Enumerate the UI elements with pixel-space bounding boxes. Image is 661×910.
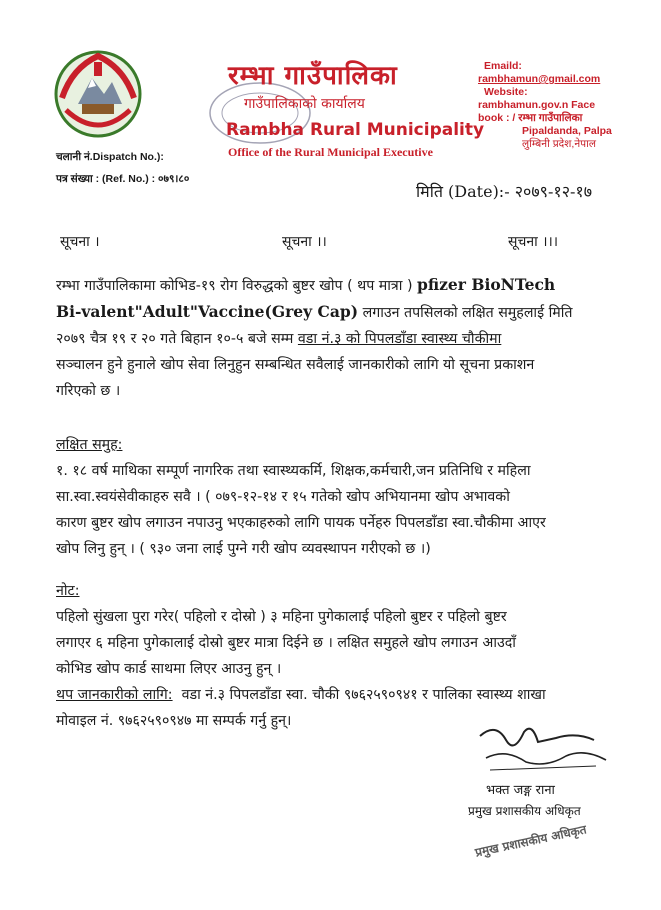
- website-label: Website:: [484, 86, 528, 98]
- address-line-1: Pipaldanda, Palpa: [522, 125, 612, 137]
- email-label: Emaild:: [484, 60, 522, 72]
- notice-word-2: सूचना ।।: [282, 234, 327, 250]
- notice-word-3: सूचना ।।।: [508, 234, 559, 250]
- info-heading: थप जानकारीको लागि:: [56, 687, 173, 703]
- intro-line-3: २०७९ चैत्र १९ र २० गते बिहान १०-५ बजे सम्म: [56, 331, 294, 347]
- target-line-4: खोप लिनु हुन् । ( ९३० जना लाई पुग्ने गरी खोप व्यवस्थापन गरीएको छ ।): [56, 541, 431, 557]
- signatory-title: प्रमुख प्रशासकीय अधिकृत: [468, 804, 581, 818]
- target-line-3: कारण बुष्टर खोप लगाउन नपाउनु भएकाहरुको लागि पायक पर्नेहरु पिपलडाँडा स्वा.चौकीमा आएर: [56, 515, 546, 531]
- intro-paragraph: [56, 272, 646, 404]
- intro-line-4: सञ्चालन हुने हुनाले खोप सेवा लिनुहुन सम्बन्धित सवैलाई जानकारीको लागि यो सूचना प्रकाशन: [56, 357, 535, 373]
- nepal-emblem-icon: [52, 48, 144, 140]
- date-line: मिति (Date):- २०७९-१२-१७: [416, 182, 593, 201]
- municipality-title-en: Rambha Rural Municipality: [226, 120, 485, 140]
- note-section: [56, 578, 646, 734]
- dispatch-block: [56, 146, 189, 190]
- note-line-2: लगाएर ६ महिना पुगेकालाई दोस्रो बुष्टर मात्रा दिईने छ । लक्षित समुहले खोप लगाउन आउदाँ: [56, 635, 516, 651]
- signature-icon: [466, 718, 616, 788]
- municipality-title-np: रम्भा गाउँपालिका: [228, 61, 398, 91]
- target-line-2: सा.स्वा.स्वयंसेवीकाहरु सवै । ( ०७९-१२-१४ र १५ गतेको खोप अभियानमा खोप अभावको: [56, 489, 510, 505]
- website-link[interactable]: rambhamun.gov.n Face: [478, 99, 596, 111]
- info-text: वडा नं.३ पिपलडाँडा स्वा. चौकी ९७६२५९०९४१ र पालिका स्वास्थ्य शाखा: [181, 687, 546, 703]
- notice-word-1: सूचना ।: [60, 234, 100, 250]
- designation-stamp: प्रमुख प्रशासकीय अधिकृत: [473, 822, 588, 860]
- mobile-line: मोवाइल नं. ९७६२५९०९४७ मा सम्पर्क गर्नु हुन्।: [56, 713, 292, 729]
- email-link[interactable]: rambhamun@gmail.com: [478, 73, 601, 85]
- office-title-np: गाउँपालिकाको कार्यालय: [244, 96, 365, 112]
- note-line-1: पहिलो सुंखला पुरा गरेर( पहिलो र दोस्रो ) ३ महिना पुगेकालाई पहिलो बुष्टर र पहिलो बुष्टर: [56, 609, 507, 625]
- reference-number: पत्र संख्या : (Ref. No.) : ०७९।८०: [56, 173, 190, 185]
- intro-line-1: रम्भा गाउँपालिकामा कोभिड-१९ रोग विरुद्धको बुष्टर खोप ( थप मात्रा ): [56, 278, 413, 294]
- facebook-link[interactable]: book : / रम्भा गाउँपालिका: [478, 112, 583, 124]
- note-line-3: कोभिड खोप कार्ड साथमा लिएर आउनु हुन् ।: [56, 661, 282, 677]
- address-line-2: लुम्बिनी प्रदेश,नेपाल: [522, 138, 596, 150]
- intro-line-2: लगाउन तपसिलको लक्षित समुहलाई मिति: [362, 305, 573, 321]
- dispatch-number: चलानी नं.Dispatch No.):: [56, 151, 164, 163]
- office-title-en: Office of the Rural Municipal Executive: [228, 145, 433, 159]
- vaccine-name: pfizer BioNTech: [417, 275, 556, 294]
- target-line-1: १. १८ वर्ष माथिका सम्पूर्ण नागरिक तथा स्वास्थ्यकर्मि, शिक्षक,कर्मचारी,जन प्रतिनिधि र महिला: [56, 463, 531, 479]
- contact-block: [478, 60, 638, 151]
- intro-line-5: गरिएको छ ।: [56, 383, 121, 399]
- venue-text: वडा नं.३ को पिपलडाँडा स्वास्थ्य चौकीमा: [297, 331, 502, 347]
- vaccine-type: Bi-valent"Adult"Vaccine(Grey Cap): [56, 302, 359, 321]
- signatory-name: भक्त जङ्ग राना: [486, 783, 555, 798]
- target-group-section: [56, 432, 646, 562]
- target-group-heading: लक्षित समुह:: [56, 437, 123, 453]
- note-heading: नोट:: [56, 583, 80, 599]
